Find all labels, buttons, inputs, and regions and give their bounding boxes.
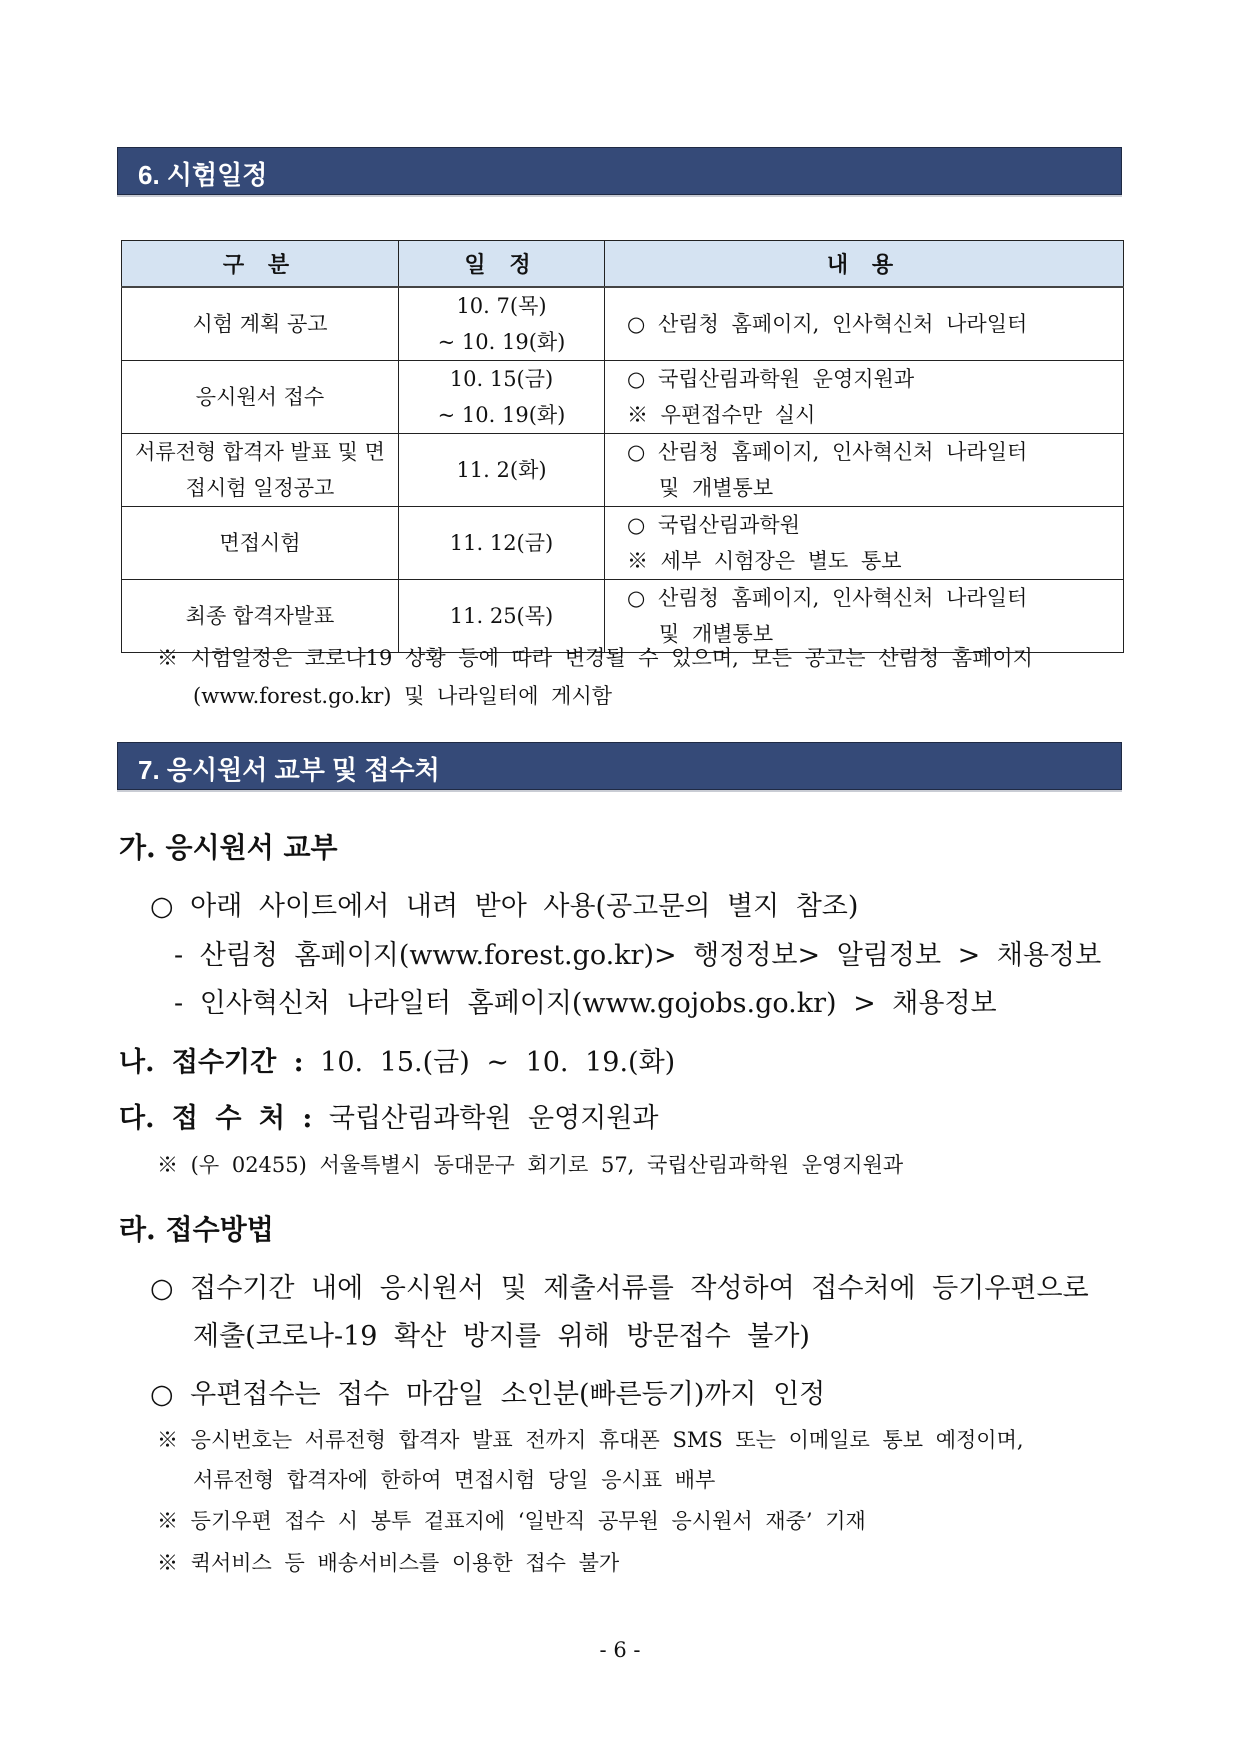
value: 10. 15.(금) ~ 10. 19.(화): [320, 1047, 676, 1078]
content-line: 및 개별통보: [659, 622, 774, 646]
date-cell: [399, 287, 605, 361]
note-item-continued: 서류전형 합격자에 한하여 면접시험 당일 응시표 배부: [193, 1468, 716, 1492]
table-header-row: [122, 241, 1124, 288]
link-item-forest: - 산림청 홈페이지(www.forest.go.kr)> 행정정보> 알림정보 > 채용정보: [174, 940, 1102, 971]
section-title: 6. 시험일정: [138, 160, 268, 190]
date-cell: 11. 2(화): [399, 434, 605, 507]
address-note: ※ (우 02455) 서울특별시 동대문구 회기로 57, 국립산림과학원 운영지원과: [157, 1153, 904, 1177]
note-item: ※ 퀵서비스 등 배송서비스를 이용한 접수 불가: [157, 1551, 620, 1575]
schedule-note: ※ 시험일정은 코로나19 상황 등에 따라 변경될 수 있으며, 모든 공고는 산림청 홈페이지: [157, 646, 1033, 670]
category-cell: 응시원서 접수: [122, 361, 399, 434]
table-row: [122, 434, 1124, 507]
bullet-item-continued: 제출(코로나-19 확산 방지를 위해 방문접수 불가): [193, 1321, 810, 1352]
reception-place: [119, 1096, 658, 1135]
table-row: [122, 361, 1124, 434]
content-cell: [605, 361, 1124, 434]
date-line: 10. 7(목): [456, 294, 547, 318]
date-line: ~ 10. 19(화): [437, 403, 566, 427]
bullet-item: ○ 아래 사이트에서 내려 받아 사용(공고문의 별지 참조): [150, 891, 859, 922]
content-line: ※ 우편접수만 실시: [627, 403, 816, 427]
table-row: [122, 507, 1124, 580]
content-line: ○ 산림청 홈페이지, 인사혁신처 나라일터: [627, 440, 1028, 464]
table-row: [122, 287, 1124, 361]
date-cell: 11. 12(금): [399, 507, 605, 580]
date-cell: 11. 25(목): [399, 580, 605, 653]
subheading-ga: 가. 응시원서 교부: [119, 831, 338, 864]
link-item-gojobs: - 인사혁신처 나라일터 홈페이지(www.gojobs.go.kr) > 채용정보: [174, 988, 997, 1019]
page-number: - 6 -: [599, 1638, 641, 1662]
subheading-ra: 라. 접수방법: [119, 1213, 274, 1246]
category-cell: 면접시험: [122, 507, 399, 580]
bullet-item: ○ 우편접수는 접수 마감일 소인분(빠른등기)까지 인정: [150, 1379, 826, 1410]
category-cell: 서류전형 합격자 발표 및 면접시험 일정공고: [122, 434, 399, 507]
value: 국립산림과학원 운영지원과: [328, 1103, 659, 1134]
date-line: 10. 15(금): [449, 367, 554, 391]
reception-period: [119, 1040, 675, 1079]
content-line: ○ 국립산림과학원 운영지원과: [627, 367, 915, 391]
column-header: 내 용: [605, 241, 1124, 288]
section-title: 7. 응시원서 교부 및 접수처: [138, 755, 440, 785]
date-line: ~ 10. 19(화): [437, 330, 566, 354]
date-cell: [399, 361, 605, 434]
content-cell: [605, 434, 1124, 507]
schedule-note: (www.forest.go.kr) 및 나라일터에 게시함: [193, 684, 613, 708]
label: 나. 접수기간 :: [119, 1047, 304, 1078]
content-line: ※ 세부 시험장은 별도 통보: [627, 549, 902, 573]
column-header: 일 정: [399, 241, 605, 288]
bullet-item: ○ 접수기간 내에 응시원서 및 제출서류를 작성하여 접수처에 등기우편으로: [150, 1273, 1089, 1304]
column-header: 구 분: [122, 241, 399, 288]
schedule-table: [121, 240, 1124, 653]
section-7-header: [117, 742, 1122, 790]
content-line: ○ 산림청 홈페이지, 인사혁신처 나라일터: [627, 312, 1028, 336]
content-cell: [605, 287, 1124, 361]
section-6-header: [117, 147, 1122, 195]
content-line: ○ 국립산림과학원: [627, 513, 801, 537]
category-cell: 시험 계획 공고: [122, 287, 399, 361]
note-item: ※ 응시번호는 서류전형 합격자 발표 전까지 휴대폰 SMS 또는 이메일로 통보 예정이며,: [157, 1428, 1024, 1452]
content-line: ○ 산림청 홈페이지, 인사혁신처 나라일터: [627, 586, 1028, 610]
label: 다. 접 수 처 :: [119, 1103, 313, 1134]
note-item: ※ 등기우편 접수 시 봉투 겉표지에 ‘일반직 공무원 응시원서 재중’ 기재: [157, 1509, 866, 1533]
content-line: 및 개별통보: [659, 476, 774, 500]
content-cell: [605, 507, 1124, 580]
category-cell: 최종 합격자발표: [122, 580, 399, 653]
